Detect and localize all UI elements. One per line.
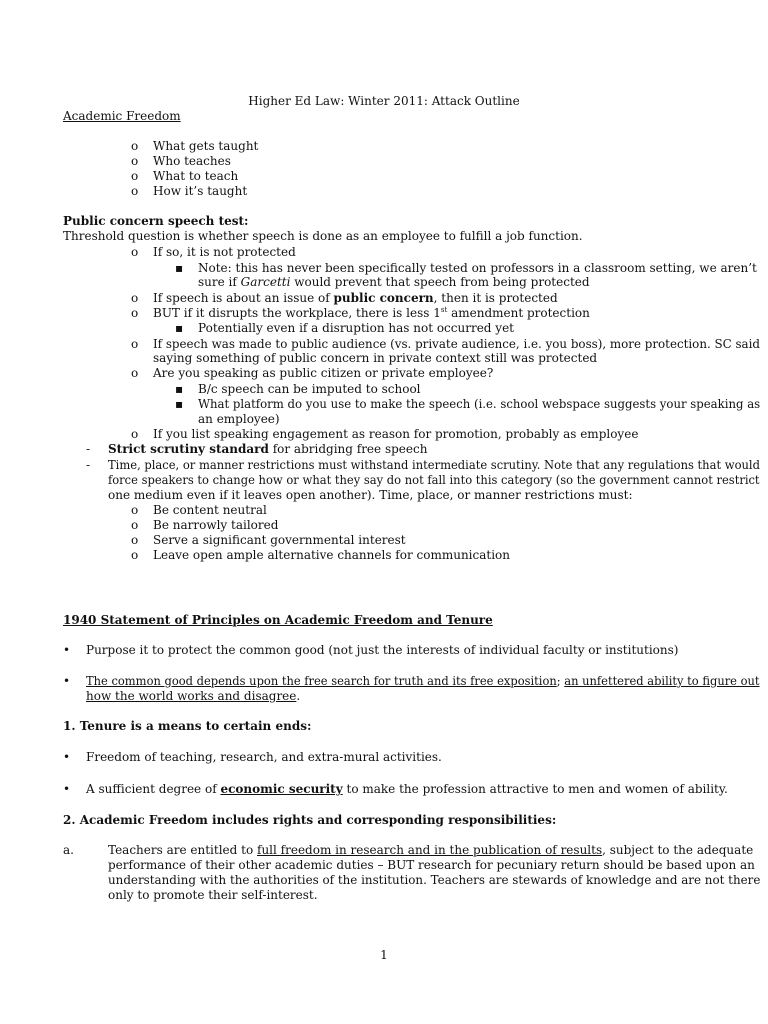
text-run: If speech is about an issue of	[153, 291, 334, 305]
round-bullet-icon: •	[63, 782, 71, 796]
list-item-continued	[198, 275, 590, 290]
list-item-continued: force speakers to change how or what they say do not fall into this category (so the government cannot restrict	[108, 473, 760, 487]
circle-bullet-icon: o	[131, 427, 139, 441]
dash-bullet-icon: -	[86, 442, 91, 456]
list-item: What platform do you use to make the speech (i.e. school webspace suggests your speaking as	[198, 397, 761, 411]
text-run: sure if	[198, 275, 241, 289]
case-name: Garcetti	[240, 275, 291, 289]
circle-bullet-icon: o	[131, 291, 139, 305]
list-item: Potentially even if a disruption has not occurred yet	[198, 321, 515, 335]
list-item: What to teach	[153, 169, 239, 183]
emphasis-text: economic security	[220, 782, 343, 796]
text-run: A sufficient degree of	[86, 782, 221, 796]
square-bullet-icon: ▪	[175, 321, 184, 335]
square-bullet-icon: ▪	[175, 397, 184, 411]
text-run: BUT if it disrupts the workplace, there is less 1	[153, 306, 441, 320]
list-item: Are you speaking as public citizen or private employee?	[153, 366, 494, 380]
page-number: 1	[380, 948, 388, 962]
circle-bullet-icon: o	[131, 518, 139, 532]
circle-bullet-icon: o	[131, 533, 139, 547]
list-item	[86, 782, 728, 797]
text-run: Teachers are entitled to	[108, 843, 258, 857]
circle-bullet-icon: o	[131, 337, 139, 351]
list-item	[153, 291, 558, 306]
section-heading-1940-statement: 1940 Statement of Principles on Academic Freedom and Tenure	[63, 613, 493, 627]
text-run: amendment protection	[447, 306, 590, 320]
circle-bullet-icon: o	[131, 245, 139, 259]
round-bullet-icon: •	[63, 750, 71, 764]
list-item: If speech was made to public audience (vs. private audience, i.e. you boss), more protection. SC said	[153, 337, 761, 351]
list-item	[86, 674, 760, 689]
list-item: Time, place, or manner restrictions must withstand intermediate scrutiny. Note that any regulations that would	[108, 458, 760, 472]
circle-bullet-icon: o	[131, 548, 139, 562]
list-item-continued	[86, 689, 300, 704]
section-heading-academic-freedom: Academic Freedom	[63, 109, 181, 123]
list-item	[108, 442, 427, 457]
circle-bullet-icon: o	[131, 154, 139, 168]
underlined-text: The common good depends upon the free search for truth and its free exposition	[86, 674, 557, 688]
list-item-continued: one medium even if it leaves open another). Time, place, or manner restrictions must:	[108, 488, 633, 502]
threshold-question: Threshold question is whether speech is done as an employee to fulfill a job function.	[63, 229, 583, 243]
circle-bullet-icon: o	[131, 503, 139, 517]
list-item: Purpose it to protect the common good (not just the interests of individual faculty or institutions)	[86, 643, 679, 657]
list-item: Be narrowly tailored	[153, 518, 279, 532]
item-label: a.	[63, 843, 74, 857]
subheading-academic-freedom-rights: 2. Academic Freedom includes rights and corresponding responsibilities:	[63, 813, 557, 827]
text-run: ;	[556, 674, 565, 688]
underlined-text: an unfettered ability to figure out	[564, 674, 760, 688]
document-title: Higher Ed Law: Winter 2011: Attack Outline	[248, 94, 520, 108]
list-item: If so, it is not protected	[153, 245, 296, 259]
list-item: Leave open ample alternative channels for communication	[153, 548, 511, 562]
subheading-tenure: 1. Tenure is a means to certain ends:	[63, 719, 312, 733]
circle-bullet-icon: o	[131, 366, 139, 380]
round-bullet-icon: •	[63, 674, 71, 688]
list-item-continued: an employee)	[198, 412, 280, 426]
text-run: .	[296, 689, 301, 703]
list-item: Freedom of teaching, research, and extra-mural activities.	[86, 750, 442, 764]
list-item: How it’s taught	[153, 184, 248, 198]
text-run: , subject to the adequate	[602, 843, 754, 857]
underlined-text: how the world works and disagree	[86, 689, 297, 703]
list-item: Note: this has never been specifically tested on professors in a classroom setting, we aren’t	[198, 261, 757, 275]
text-run: to make the profession attractive to men and women of ability.	[342, 782, 728, 796]
emphasis-text: public concern	[333, 291, 434, 305]
list-item: If you list speaking engagement as reason for promotion, probably as employee	[153, 427, 639, 441]
list-item: What gets taught	[153, 139, 259, 153]
circle-bullet-icon: o	[131, 139, 139, 153]
text-run: , then it is protected	[433, 291, 558, 305]
list-item-continued: saying something of public concern in private context still was protected	[153, 351, 598, 365]
list-item: Who teaches	[153, 154, 231, 168]
list-item: Be content neutral	[153, 503, 267, 517]
underlined-text: full freedom in research and in the publication of results	[257, 843, 603, 857]
paragraph-line: performance of their other academic duties – BUT research for pecuniary return should be based upon an	[108, 858, 755, 872]
paragraph-line	[108, 843, 753, 858]
list-item	[153, 306, 590, 321]
circle-bullet-icon: o	[131, 169, 139, 183]
list-item: B/c speech can be imputed to school	[198, 382, 421, 396]
list-item: Serve a significant governmental interest	[153, 533, 406, 547]
text-run: would prevent that speech from being protected	[290, 275, 590, 289]
emphasis-text: Strict scrutiny standard	[108, 442, 269, 456]
dash-bullet-icon: -	[86, 458, 91, 472]
round-bullet-icon: •	[63, 643, 71, 657]
square-bullet-icon: ▪	[175, 261, 184, 275]
square-bullet-icon: ▪	[175, 382, 184, 396]
circle-bullet-icon: o	[131, 184, 139, 198]
section-heading-public-concern: Public concern speech test:	[63, 214, 249, 228]
circle-bullet-icon: o	[131, 306, 139, 320]
superscript: st	[440, 306, 448, 314]
text-run: for abridging free speech	[268, 442, 428, 456]
paragraph-line: understanding with the authorities of the institution. Teachers are stewards of knowledge and are not there	[108, 873, 761, 887]
paragraph-line: only to promote their self-interest.	[108, 888, 318, 902]
